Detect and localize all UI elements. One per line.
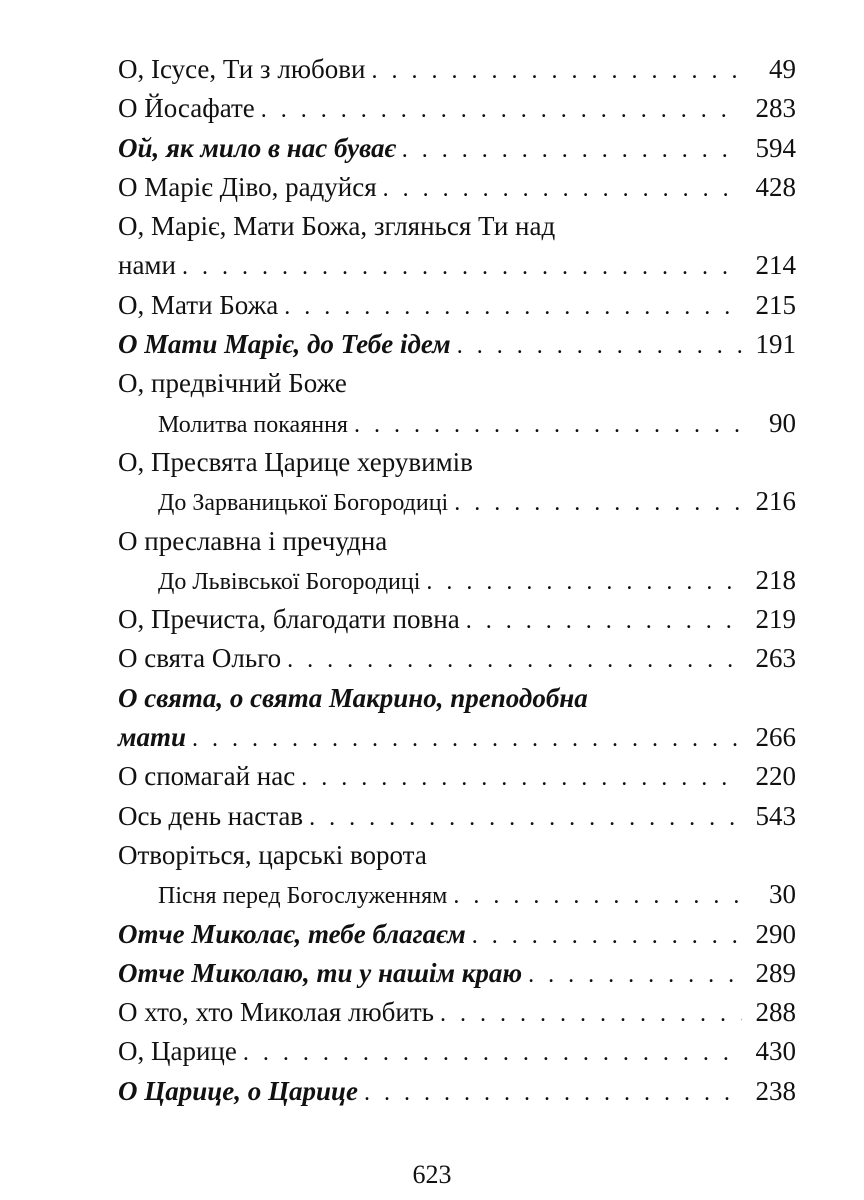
entry-page: 266 (755, 722, 796, 753)
dot-leader (192, 720, 742, 759)
index-entry (118, 129, 796, 168)
entry-page: 214 (755, 250, 796, 281)
index-entry (118, 325, 796, 364)
entry-page: 220 (755, 761, 796, 792)
dot-leader (457, 327, 742, 366)
dot-leader (371, 52, 742, 91)
entry-title: О свята, о свята Макрино, преподобна (118, 682, 588, 713)
dot-leader (383, 170, 742, 209)
entry-page: 216 (755, 486, 796, 517)
entry-title: Отворіться, царські ворота (118, 839, 427, 870)
index-entry (118, 1072, 796, 1111)
entry-title: О свята Ольго (118, 643, 282, 674)
entry-page: 283 (755, 93, 796, 124)
entry-title: Отче Миколає, тебе благаєм (118, 918, 466, 949)
page-number: 623 (412, 1160, 452, 1189)
index-entry (118, 561, 796, 600)
dot-leader (472, 917, 742, 956)
entry-title: Ось день настав (118, 800, 304, 831)
index-entry (118, 482, 796, 521)
index-entry (118, 600, 796, 639)
dot-leader (402, 131, 742, 170)
dot-leader (466, 602, 742, 641)
index-entry (118, 168, 796, 207)
dot-leader (182, 248, 742, 287)
entry-title: О, Маріє, Мати Божа, зглянься Ти над (118, 211, 556, 242)
index-list (118, 50, 796, 1111)
entry-page: 430 (755, 1036, 796, 1067)
entry-page: 263 (755, 643, 796, 674)
index-entry (118, 875, 796, 914)
entry-subtitle: Молитва покаяння (158, 411, 348, 438)
entry-page: 238 (755, 1075, 796, 1106)
entry-title: О, Пресвята Царице херувимів (118, 446, 473, 477)
entry-title: Ой, як мило в нас буває (118, 132, 396, 163)
entry-title: О хто, хто Миколая любить (118, 997, 434, 1028)
entry-page: 288 (755, 997, 796, 1028)
entry-page: 543 (755, 800, 796, 831)
dot-leader (243, 1034, 742, 1073)
entry-title: О, Царице (118, 1036, 237, 1067)
entry-title: О, предвічний Боже (118, 368, 347, 399)
index-entry (118, 718, 796, 757)
dot-leader (453, 877, 742, 916)
index-entry (118, 915, 796, 954)
dot-leader (528, 956, 742, 995)
entry-title: О Маріє Діво, радуйся (118, 171, 377, 202)
dot-leader (261, 91, 742, 130)
entry-title: О, Пречиста, благодати повна (118, 604, 460, 635)
entry-page: 215 (755, 289, 796, 320)
entry-title: О Йосафате (118, 93, 255, 124)
dot-leader (309, 799, 742, 838)
entry-page: 290 (755, 918, 796, 949)
dot-leader (426, 563, 742, 602)
entry-page: 90 (769, 407, 796, 438)
index-entry (118, 89, 796, 128)
index-entry (118, 993, 796, 1032)
entry-page: 30 (769, 879, 796, 910)
entry-title: О Мати Маріє, до Тебе ідем (118, 329, 451, 360)
dot-leader (364, 1074, 742, 1113)
entry-page: 428 (755, 171, 796, 202)
entry-page: 289 (755, 957, 796, 988)
dot-leader (301, 759, 742, 798)
entry-page: 49 (769, 54, 796, 84)
entry-title: О Царице, о Царице (118, 1075, 359, 1106)
entry-page: 219 (755, 604, 796, 635)
index-entry (118, 286, 796, 325)
entry-title-continued: мати (118, 722, 187, 753)
index-entry (118, 404, 796, 443)
entry-page: 218 (755, 564, 796, 595)
dot-leader (354, 406, 742, 445)
dot-leader (440, 995, 742, 1034)
index-entry (118, 954, 796, 993)
entry-subtitle: Пісня перед Богослуженням (158, 883, 448, 910)
entry-title-continued: нами (118, 250, 176, 281)
index-entry (118, 639, 796, 678)
index-entry (118, 797, 796, 836)
entry-title: О преславна і пречудна (118, 525, 388, 556)
index-entry (118, 246, 796, 285)
index-entry (118, 1032, 796, 1071)
dot-leader (454, 484, 742, 523)
entry-page: 191 (755, 329, 796, 360)
entry-title: О, Мати Божа (118, 289, 279, 320)
entry-subtitle: До Зарваницької Богородиці (158, 490, 449, 517)
entry-title: О спомагай нас (118, 761, 296, 792)
dot-leader (287, 641, 742, 680)
entry-subtitle: До Львівської Богородиці (158, 568, 421, 595)
entry-page: 594 (755, 132, 796, 163)
entry-title: О, Ісусе, Ти з любови (118, 54, 366, 84)
entry-title: Отче Миколаю, ти у нашім краю (118, 957, 523, 988)
dot-leader (284, 288, 742, 327)
index-entry (118, 757, 796, 796)
index-entry (118, 50, 796, 89)
